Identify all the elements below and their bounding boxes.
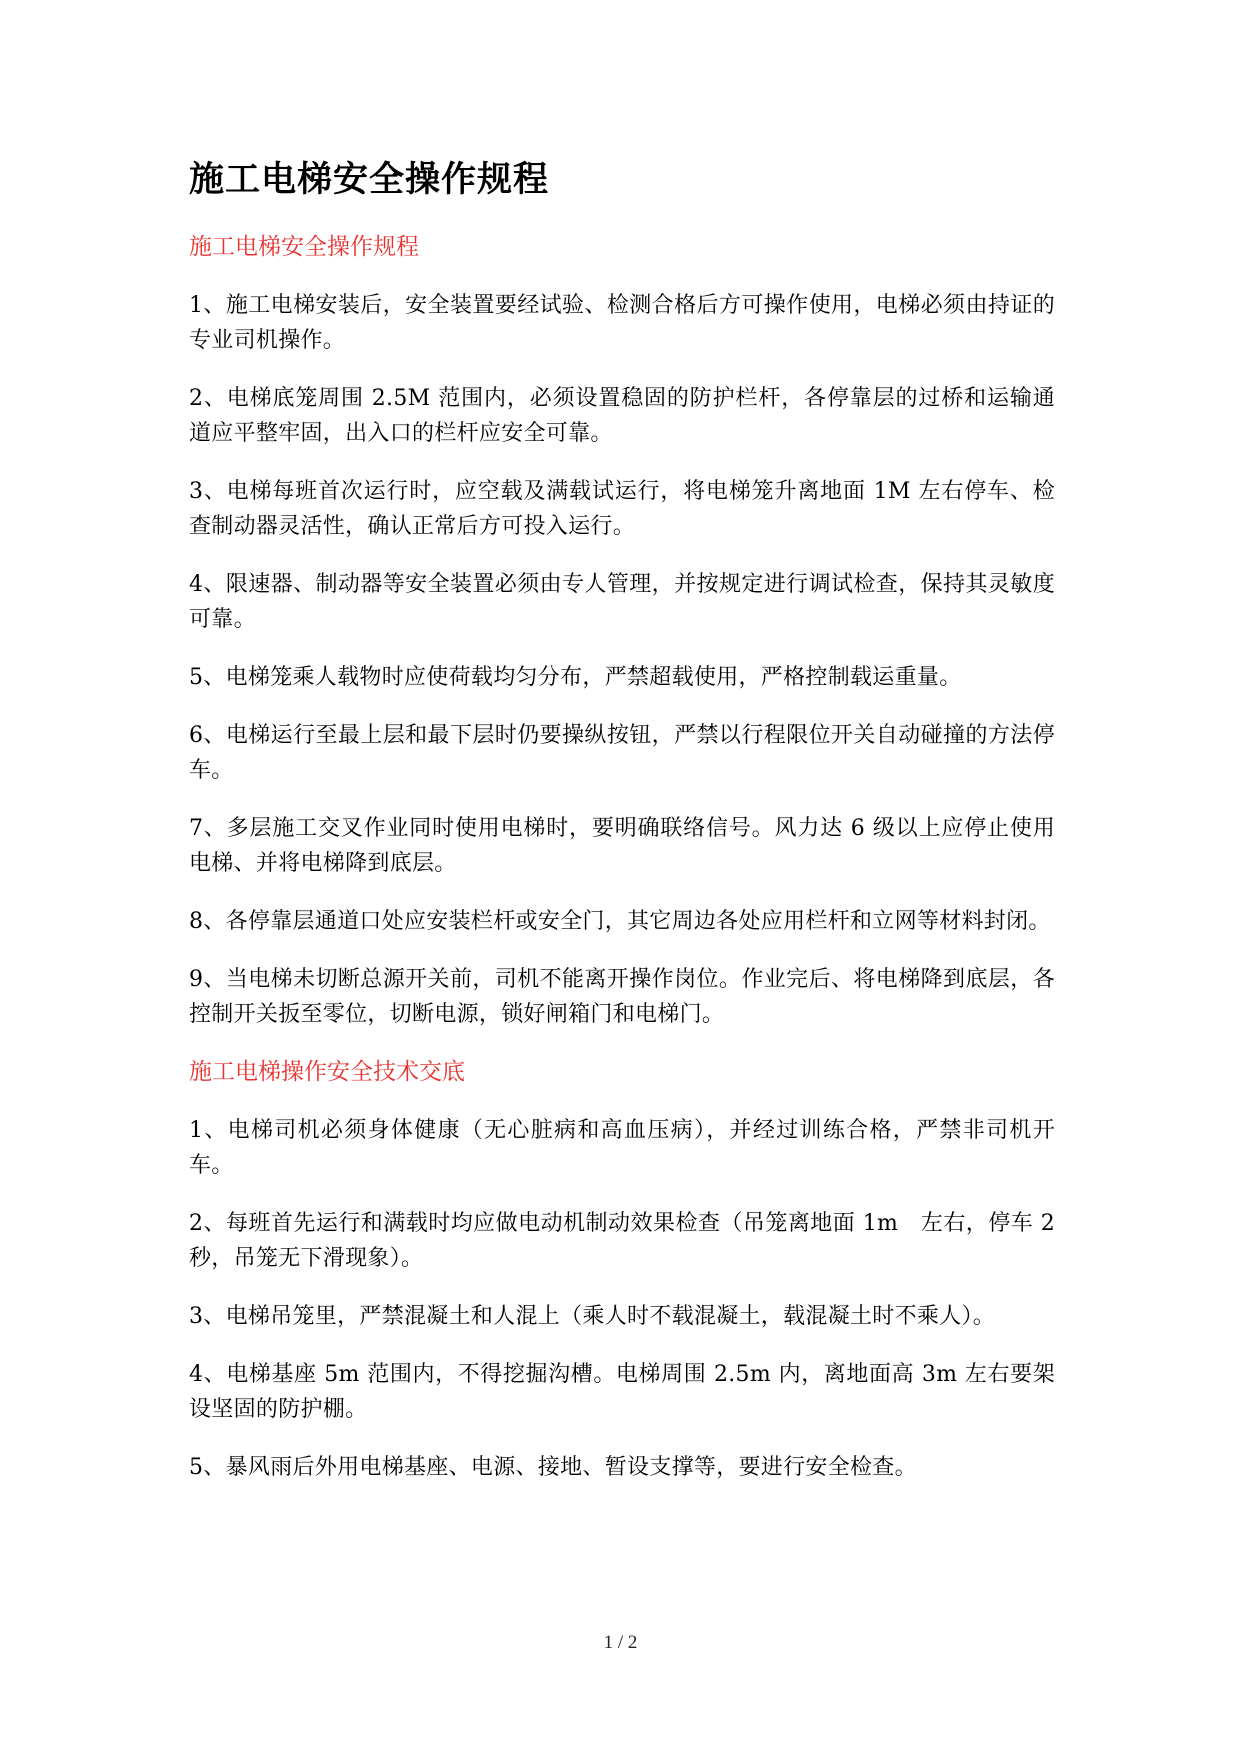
section-heading: 施工电梯操作安全技术交底: [189, 1059, 465, 1085]
paragraph: 2、每班首先运行和满载时均应做电动机制动效果检查（吊笼离地面 1m 左右，停车 2 秒，吊笼无下滑现象）。: [189, 1211, 1055, 1271]
paragraph: 8、各停靠层通道口处应安装栏杆或安全门，其它周边各处应用栏杆和立网等材料封闭。: [189, 909, 1051, 934]
paragraph: 1、施工电梯安装后，安全装置要经试验、检测合格后方可操作使用，电梯必须由持证的专业司机操作。: [189, 293, 1055, 353]
paragraph: 3、电梯吊笼里，严禁混凝土和人混上（乘人时不载混凝土，载混凝土时不乘人）。: [189, 1304, 996, 1329]
paragraph: 5、暴风雨后外用电梯基座、电源、接地、暂设支撑等，要进行安全检查。: [189, 1455, 917, 1480]
paragraph: 7、多层施工交叉作业同时使用电梯时，要明确联络信号。风力达 6 级以上应停止使用电梯、并将电梯降到底层。: [189, 816, 1055, 876]
paragraph: 4、限速器、制动器等安全装置必须由专人管理，并按规定进行调试检查，保持其灵敏度可靠。: [189, 572, 1055, 632]
paragraph: 6、电梯运行至最上层和最下层时仍要操纵按钮，严禁以行程限位开关自动碰撞的方法停车。: [189, 723, 1055, 783]
section-safety-briefing: [189, 1055, 1055, 1485]
document-body: [189, 158, 1055, 1508]
section-operating-rules: [189, 230, 1055, 1032]
paragraph: 4、电梯基座 5m 范围内，不得挖掘沟槽。电梯周围 2.5m 内，离地面高 3m 左右要架设坚固的防护棚。: [189, 1362, 1055, 1422]
paragraph: 2、电梯底笼周围 2.5M 范围内，必须设置稳固的防护栏杆，各停靠层的过桥和运输通道应平整牢固，出入口的栏杆应安全可靠。: [189, 386, 1055, 446]
document-title: 施工电梯安全操作规程: [189, 160, 550, 200]
page-number: 1 / 2: [603, 1632, 638, 1653]
section-heading: 施工电梯安全操作规程: [189, 234, 419, 260]
paragraph: 9、当电梯未切断总源开关前，司机不能离开操作岗位。作业完后、将电梯降到底层，各控制开关扳至零位，切断电源，锁好闸箱门和电梯门。: [189, 967, 1055, 1027]
paragraph: 1、电梯司机必须身体健康（无心脏病和高血压病），并经过训练合格，严禁非司机开车。: [189, 1118, 1055, 1178]
paragraph: 3、电梯每班首次运行时，应空载及满载试运行，将电梯笼升离地面 1M 左右停车、检查制动器灵活性，确认正常后方可投入运行。: [189, 479, 1055, 539]
paragraph: 5、电梯笼乘人载物时应使荷载均匀分布，严禁超载使用，严格控制载运重量。: [189, 665, 962, 690]
